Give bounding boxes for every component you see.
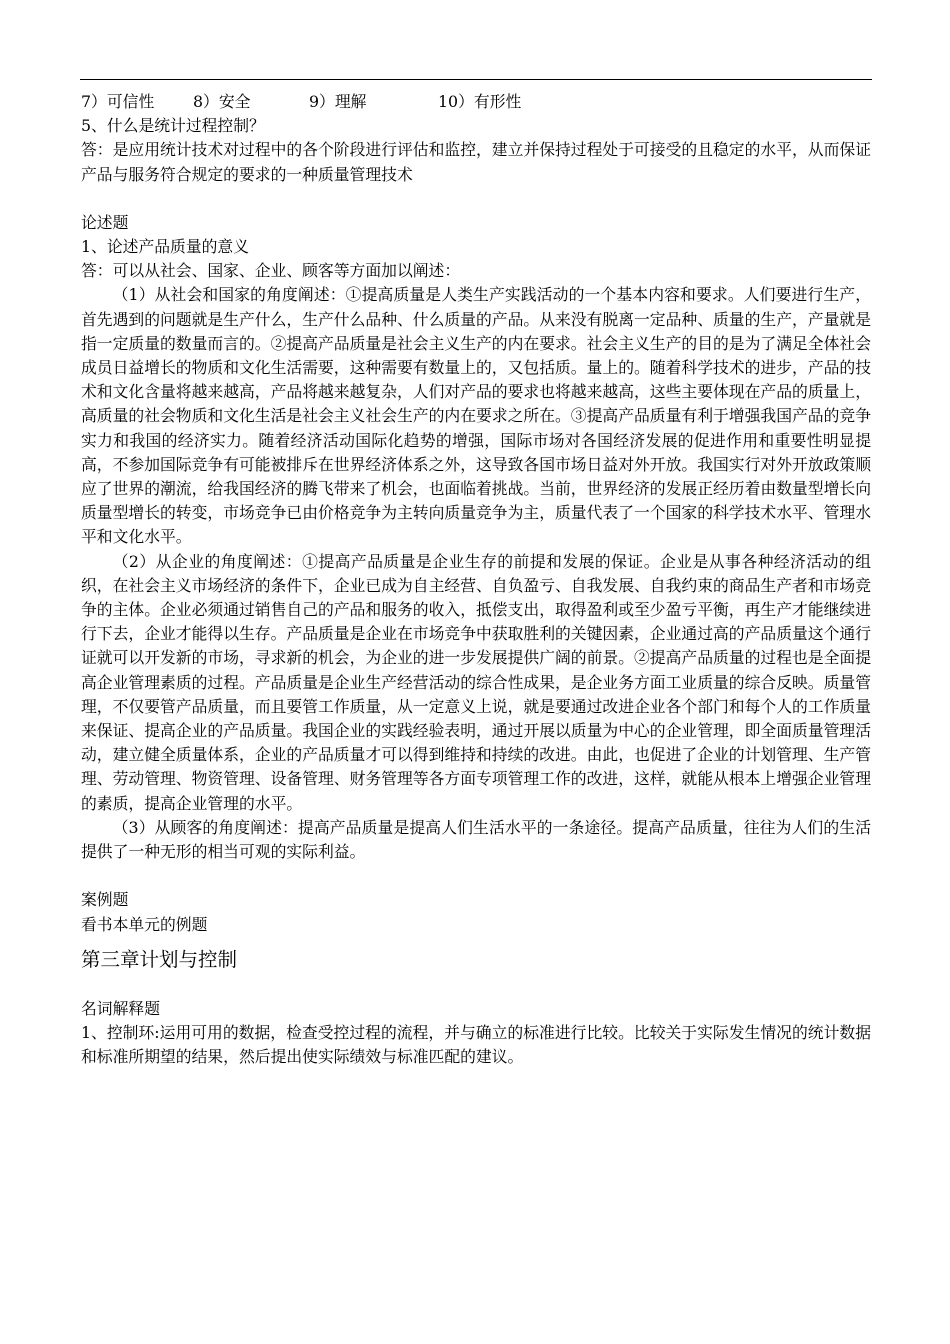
essay-paragraph-1: （1）从社会和国家的角度阐述：①提高质量是人类生产实践活动的一个基本内容和要求。人们要进行生产，首先遇到的问题就是生产什么，生产什么品种、什么质量的产品。从来没有脱离一定品种、质量的生产，产量就是指一定质量的数量而言的。②提高产品质量是社会主义生产的内在要求。社会主义生产的目的是为了满足全体社会成员日益增长的物质和文化生活需要，这种需要有数量上的，又包括质。量上的。随着科学技术的进步，产品的技术和文化含量将越来越高，产品将越来越复杂，人们对产品的要求也将越来越高，这些主要体现在产品的质量上，高质量的社会物质和文化生活是社会主义社会生产的内在要求之所在。③提高产品质量有利于增强我国产品的竞争实力和我国的经济实力。随着经济活动国际化趋势的增强，国际市场对各国经济发展的促进作用和重要性明显提高，不参加国际竞争有可能被排斥在世界经济体系之外，这导致各国市场日益对外开放。我国实行对外开放政策顺应了世界的潮流，给我国经济的腾飞带来了机会，也面临着挑战。当前，世界经济的发展正经历着由数量型增长向质量型增长的转变，市场竞争已由价格竞争为主转向质量竞争为主，质量代表了一个国家的科学技术水平、管理水平和文化水平。: [81, 285, 871, 547]
spacer: [81, 187, 871, 211]
spacer: [81, 864, 871, 888]
document-body: [81, 90, 871, 1069]
terms-section-title: 名词解释题: [81, 998, 160, 1018]
q5-answer: 答：是应用统计技术对过程中的各个阶段进行评估和监控，建立并保持过程处于可接受的且稳定的水平，从而保证产品与服务符合规定的要求的一种质量管理技术: [81, 140, 871, 184]
trait-10: 10）有形性: [438, 92, 522, 111]
trait-8: 8）安全: [193, 92, 251, 111]
case-text: 看书本单元的例题: [81, 914, 208, 934]
chapter-title: 第三章计划与控制: [81, 947, 238, 971]
traits-line: [81, 90, 871, 114]
q5-question: 5、什么是统计过程控制？: [81, 116, 265, 136]
essay-question: 1、论述产品质量的意义: [81, 237, 250, 257]
trait-9: 9）理解: [309, 92, 367, 111]
case-section-title: 案例题: [81, 890, 129, 910]
essay-section-title: 论述题: [81, 212, 129, 232]
essay-intro: 答：可以从社会、国家、企业、顾客等方面加以阐述：: [81, 261, 461, 281]
trait-7: 7）可信性: [81, 92, 155, 111]
term-control-loop: 1、控制环:运用可用的数据，检查受控过程的流程，并与确立的标准进行比较。比较关于实际发生情况的统计数据和标准所期望的结果，然后提出使实际绩效与标准匹配的建议。: [81, 1022, 871, 1067]
essay-paragraph-2: （2）从企业的角度阐述：①提高产品质量是企业生存的前提和发展的保证。企业是从事各种经济活动的组织，在社会主义市场经济的条件下，企业已成为自主经营、自负盈亏、自我发展、自我约束的商品生产者和市场竞争的主体。企业必须通过销售自己的产品和服务的收入，抵偿支出，取得盈利或至少盈亏平衡，再生产才能继续进行下去，企业才能得以生存。产品质量是企业在市场竞争中获取胜利的关键因素，企业通过高的产品质量这个通行证就可以开发新的市场，寻求新的机会，为企业的进一步发展提供广阔的前景。②提高产品质量的过程也是全面提高企业管理素质的过程。产品质量是企业生产经营活动的综合性成果，是企业务方面工业质量的综合反映。质量管理，不仅要管产品质量，而且要管工作质量，从一定意义上说，就是要通过改进企业各个部门和每个人的工作质量来保证、提高企业的产品质量。我国企业的实践经验表明，通过开展以质量为中心的企业管理，即全面质量管理活动，建立健全质量体系，企业的产品质量才可以得到维持和持续的改进。由此，也促进了企业的计划管理、生产管理、劳动管理、物资管理、设备管理、财务管理等各方面专项管理工作的改进，这样，就能从根本上增强企业管理的素质，提高企业管理的水平。: [81, 551, 871, 813]
header-rule: [80, 79, 872, 80]
essay-paragraph-3: （3）从顾客的角度阐述：提高产品质量是提高人们生活水平的一条途径。提高产品质量，往往为人们的生活提供了一种无形的相当可观的实际利益。: [81, 817, 871, 862]
